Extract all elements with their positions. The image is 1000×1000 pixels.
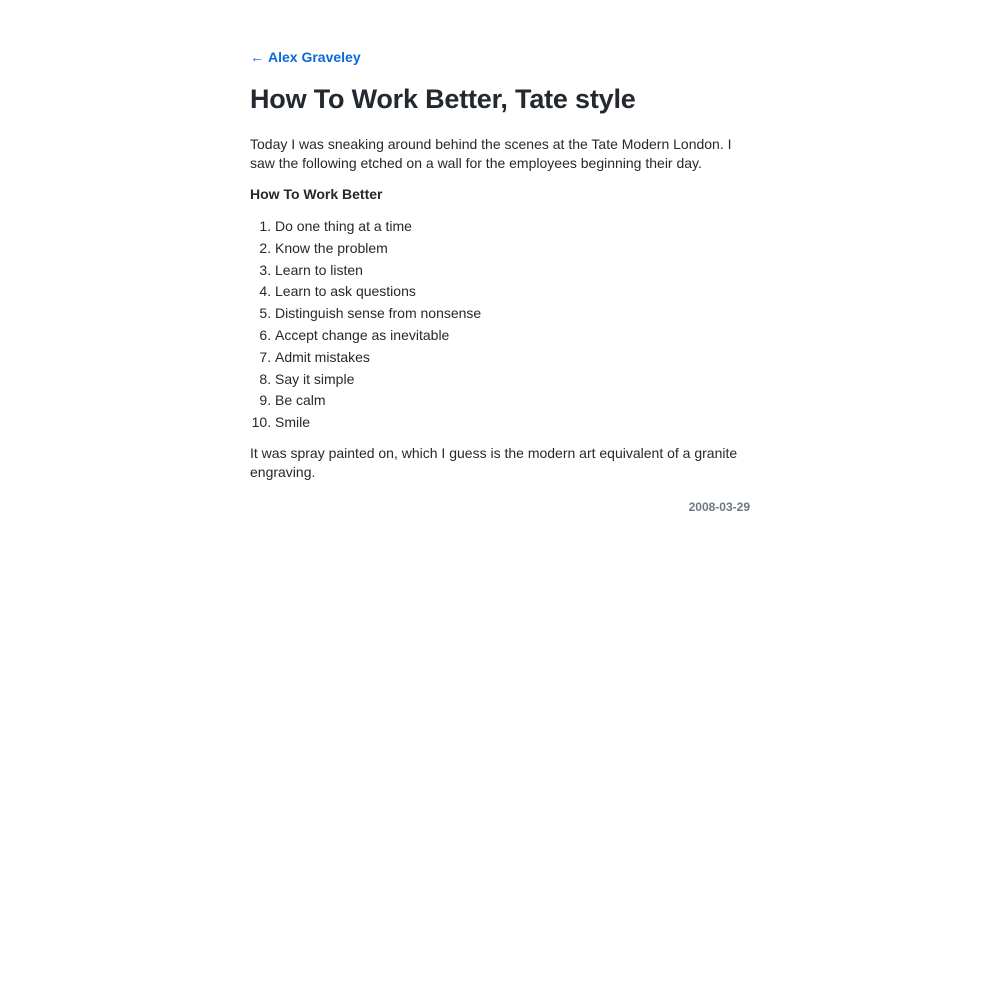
back-link-label: Alex Graveley [268,49,361,65]
list-item: 4. Learn to ask questions [275,281,481,303]
post-date: 2008-03-29 [688,500,750,514]
list-heading: How To Work Better [250,186,383,202]
list-item: 9. Be calm [275,390,481,412]
page-title: How To Work Better, Tate style [250,84,636,114]
list-item: 10. Smile [275,412,481,434]
intro-paragraph: Today I was sneaking around behind the scenes at the Tate Modern London. I saw the following etched on a wall for the employees beginning their day. [250,136,732,171]
arrow-left-icon: ← [250,49,264,65]
back-link[interactable] [250,49,361,65]
outro-paragraph: It was spray painted on, which I guess is the modern art equivalent of a granite engraving. [250,445,738,480]
list-item: 1. Do one thing at a time [275,216,481,238]
list-item: 7. Admit mistakes [275,347,481,369]
list-item: 5. Distinguish sense from nonsense [275,303,481,325]
list-item: 2. Know the problem [275,238,481,260]
list-item: 3. Learn to listen [275,260,481,282]
work-better-list [250,216,481,434]
list-item: 6. Accept change as inevitable [275,325,481,347]
list-item: 8. Say it simple [275,369,481,391]
